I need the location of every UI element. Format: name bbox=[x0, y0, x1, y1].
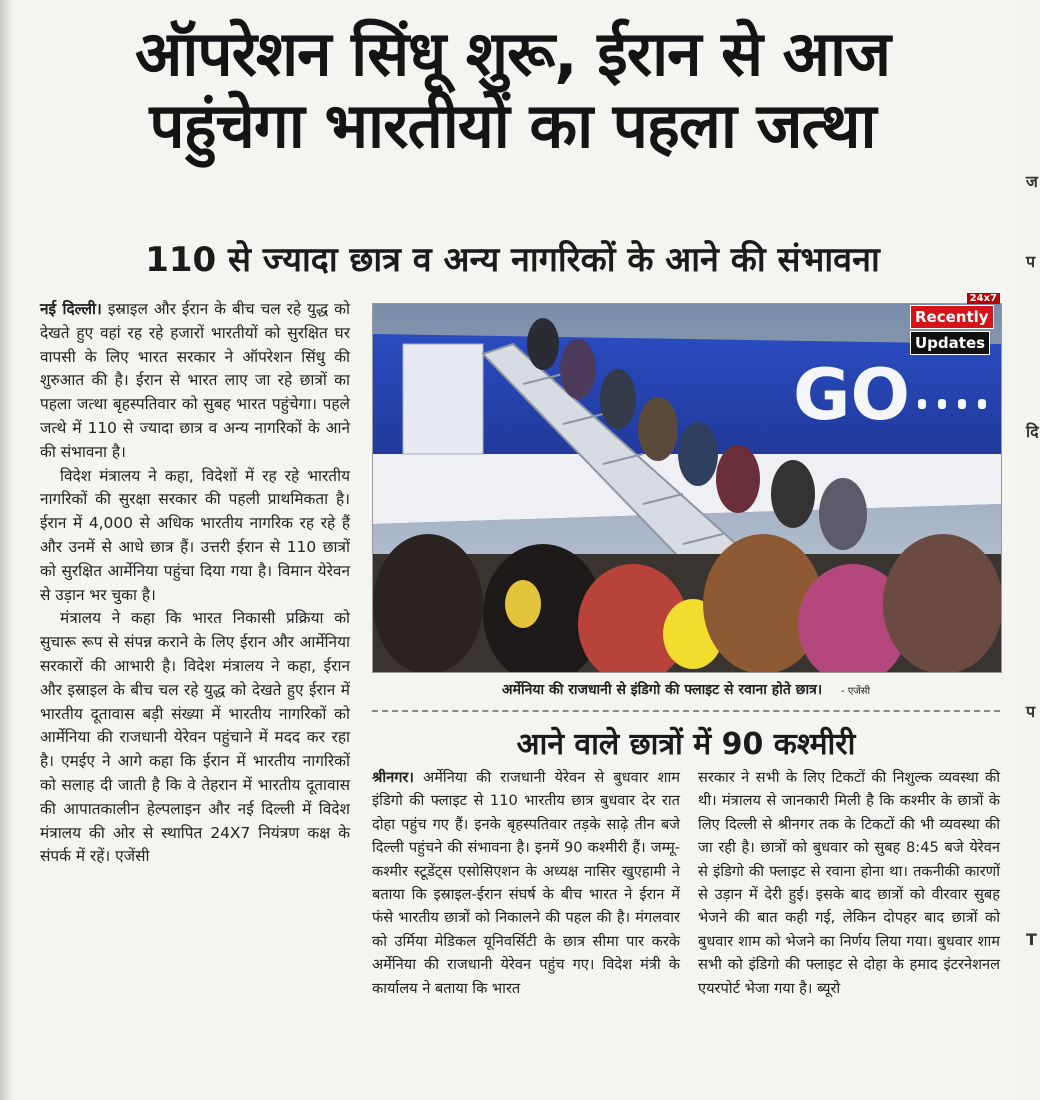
news-photo-boarding-indigo-flight bbox=[372, 303, 1002, 673]
box-right-column bbox=[698, 766, 1000, 1000]
page-fold-shadow bbox=[0, 0, 12, 1100]
main-headline bbox=[20, 18, 1005, 162]
logo-badge: 24x7 bbox=[967, 293, 1000, 304]
photo-illustration bbox=[373, 304, 1001, 672]
adjacent-page-edge: ज प दि प T bbox=[1016, 0, 1040, 1100]
caption-text: अर्मेनिया की राजधानी से इंडिगो की फ्लाइट से रवाना होते छात्र। bbox=[501, 682, 823, 698]
aircraft-door bbox=[403, 344, 483, 454]
headline-line-2: पहुंचेगा भारतीयों का पहला जत्था bbox=[149, 89, 876, 162]
crowd-foreground bbox=[373, 534, 1001, 672]
box-headline: आने वाले छात्रों में 90 कश्मीरी bbox=[516, 727, 856, 762]
article-paragraph-2: विदेश मंत्रालय ने कहा, विदेशों में रह रहे भारतीय नागरिकों की सुरक्षा सरकार की पहली प्राथमिकता है। ईरान में 4,000 से अधिक भारतीय नागरिक रह रहे हैं और उनमें से आधे छात्र हैं। उत्तरी ईरान से 110 छात्रों को सुरक्षित आर्मेनिया पहुंचा दिया गया है। विमान येरेवन से उड़ान भर चुका है। bbox=[40, 466, 350, 604]
headline-line-1: ऑपरेशन सिंधू शुरू, ईरान से आज bbox=[134, 17, 891, 90]
paragraph-1-text: इस्राइल और ईरान के बीच चल रहे युद्ध को देखते हुए वहां रह रहे हजारों भारतीयों को सुरक्षित घर वापसी के लिए भारत सरकार ने ऑपरेशन सिंधु की शुरुआत की है। ईरान से भारत लाए जा रहे छात्रों का पहला जत्था बृहस्पतिवार को सुबह भारत पहुंचेगा। पहले जत्थे में 110 से ज्यादा छात्र व अन्य नागरिकों के आने की संभावना है। bbox=[40, 300, 350, 461]
photo-caption bbox=[372, 680, 1000, 704]
box-middle-column bbox=[372, 766, 680, 1000]
box-right-paragraph: सरकार ने सभी के लिए टिकटों की निशुल्क व्यवस्था की थी। मंत्रालय से जानकारी मिली है कि कश्मीर के छात्रों के लिए दिल्ली से श्रीनगर तक के टिकटों की भी व्यवस्था की जा रही है। छात्रों को बुधवार को सुबह 8:45 बजे येरेवन से इंडिगो की फ्लाइट से रवाना होना था। तकनीकी कारणों से उड़ान में देरी हुई। इसके बाद छात्रों को वीरवार सुबह भेजने की बात कही गई, लेकिन दोपहर बाद छात्रों को बुधवार शाम को भेजने का निर्णय लिया गया। बुधवार शाम सभी को इंडिगो की फ्लाइट से दोहा के हमाद इंटरनेशनल एयरपोर्ट भेजा गया है। ब्यूरो bbox=[698, 769, 1000, 997]
article-paragraph-1 bbox=[40, 298, 350, 465]
logo-line-2: Updates bbox=[910, 331, 990, 355]
caption-agency-credit: - एजेंसी bbox=[841, 686, 871, 697]
indigo-logo-on-plane: GO bbox=[793, 354, 910, 436]
dateline-srinagar: श्रीनगर। bbox=[372, 769, 414, 786]
logo-line-1: Recently bbox=[910, 305, 994, 329]
box-middle-paragraph bbox=[372, 766, 680, 1000]
article-paragraph-3: मंत्रालय ने कहा कि भारत निकासी प्रक्रिया को सुचारू रूप से संपन्न कराने के लिए ईरान और आर्मेनिया सरकारों की आभारी है। विदेश मंत्रालय ने कहा, ईरान और इस्राइल के बीच चल रहे युद्ध को देखते हुए ईरान में भारतीय दूतावास बड़ी संख्या में भारतीय नागरिकों को आर्मेनिया की राजधानी येरेवन पहुंचाने में मदद कर रहा है। एमईए ने आगे कहा कि ईरान में भारतीय नागरिकों को सलाह दी जाती है कि वे तेहरान में भारतीय दूतावास की आपातकालीन हेल्पलाइन और नई दिल्ली में विदेश मंत्रालय की ओर से स्थापित 24X7 नियंत्रण कक्ष के संपर्क में रहें। एजेंसी bbox=[40, 609, 350, 866]
section-divider bbox=[372, 710, 1000, 712]
sub-headline: 110 से ज्यादा छात्र व अन्य नागरिकों के आने की संभावना bbox=[145, 240, 880, 280]
recently-updates-logo bbox=[910, 293, 1000, 355]
box-middle-text: अर्मेनिया की राजधानी येरेवन से बुधवार शाम इंडिगो की फ्लाइट से 110 भारतीय छात्र बुधवार देर रात दोहा पहुंच गए हैं। इनके बृहस्पतिवार तड़के साढ़े तीन बजे दिल्ली पहुंचने की संभावना है। इनमें 90 कश्मीरी हैं। जम्मू-कश्मीर स्टूडेंट्स एसोसिएशन के अध्यक्ष नासिर खुएहामी ने बताया कि इस्राइल-ईरान संघर्ष के बीच भारत ने ईरान में फंसे भारतीय छात्रों को निकालने की पहल की है। मंगलवार को उर्मिया मेडिकल यूनिवर्सिटी के छात्र सीमा पार करके अर्मेनिया की राजधानी येरेवन पहुंच गए। विदेश मंत्री के कार्यालय ने बताया कि भारत bbox=[372, 769, 680, 997]
dateline-new-delhi: नई दिल्ली। bbox=[40, 300, 102, 318]
left-article-column bbox=[40, 298, 350, 869]
